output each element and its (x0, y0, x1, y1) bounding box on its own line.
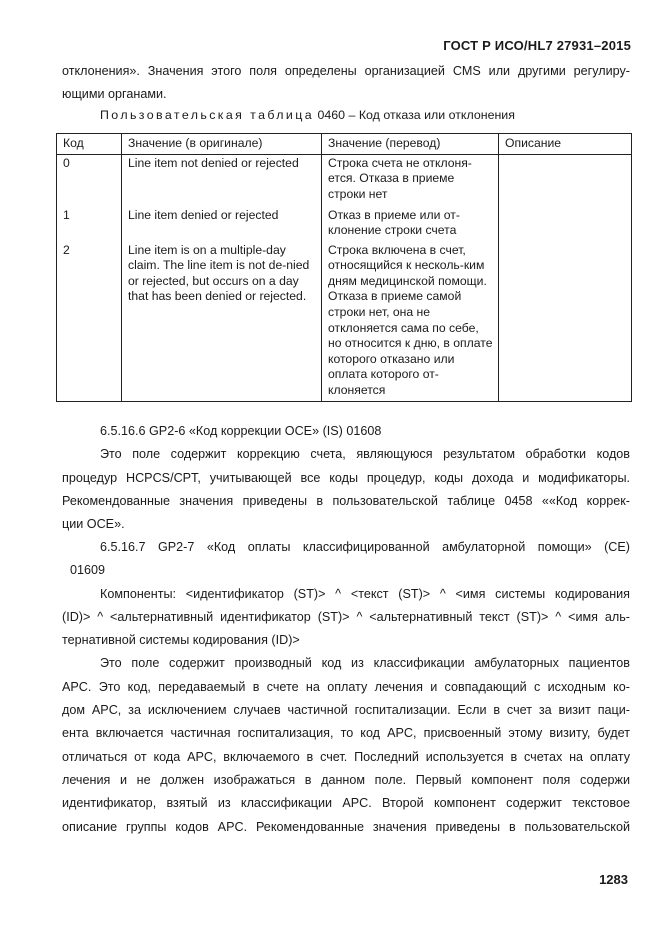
cell-description (499, 242, 632, 401)
user-table-0460 (56, 133, 632, 402)
body-line: описание группы кодов APC. Рекомендованные значения приведены в пользовательской (62, 819, 630, 834)
column-header-original: Значение (в оригинале) (122, 134, 322, 155)
body-line: Это поле содержит коррекцию счета, являющуюся результатом обработки кодов (100, 447, 630, 462)
body-line: ента включается частичная госпитализация, то код APC, присвоенный этому визиту, будет (62, 726, 630, 741)
cell-code: 1 (57, 207, 122, 242)
components-line: тернативной системы кодирования (ID)> (62, 633, 300, 648)
cell-description (499, 154, 632, 207)
cell-original: Line item not denied or rejected (122, 154, 322, 207)
section-6-5-16-6 (62, 420, 630, 536)
cell-translation: Строка включена в счет, относящийся к несколь-ким дням медицинской помощи. Отказа в приеме самой строки нет, она не отклоняется сама по себе, но относится к дню, в оплате которого отказано или оплата которого от-клоняется (322, 242, 499, 401)
column-header-description: Описание (499, 134, 632, 155)
components-line: Компоненты: <идентификатор (ST)> ^ <текст (ST)> ^ <имя системы кодирования (100, 586, 630, 601)
cell-translation: Строка счета не отклоня-ется. Отказа в приеме строки нет (322, 154, 499, 207)
cell-description (499, 207, 632, 242)
table-caption-label: Пользовательская таблица (100, 108, 315, 122)
body-line: ции OCE». (62, 517, 125, 532)
body-line: APC. Это код, передаваемый в счете на оплату лечения и совпадающий с исходным ко- (62, 679, 630, 694)
table-caption (100, 108, 515, 122)
body-line: Это поле содержит производный код из классификации амбулаторных пациентов (100, 656, 630, 671)
intro-paragraph (62, 60, 630, 107)
body-line: идентификатор, взятый из классификации APC. Второй компонент содержит текстовое (62, 796, 630, 811)
cell-original: Line item is on a multiple-day claim. The line item is not de-nied or rejected, but occurs on a day that has been denied or rejected. (122, 242, 322, 401)
body-line: Рекомендованные значения приведены в пользовательской таблице 0458 ««Код коррек- (62, 493, 630, 508)
table-row (57, 242, 632, 401)
column-header-translation: Значение (перевод) (322, 134, 499, 155)
document-header: ГОСТ Р ИСО/HL7 27931–2015 (443, 38, 631, 53)
body-line: дом APC, за исключением случаев частичной госпитализации. Если в счет за визит паци- (62, 703, 630, 718)
page-number: 1283 (599, 872, 628, 887)
components-line: (ID)> ^ <альтернативный идентификатор (ST)> ^ <альтернативный текст (ST)> ^ <имя аль- (62, 609, 630, 624)
section-6-5-16-7 (62, 536, 630, 839)
cell-code: 2 (57, 242, 122, 401)
section-heading-cont: 01609 (70, 563, 106, 578)
cell-original: Line item denied or rejected (122, 207, 322, 242)
column-header-code: Код (57, 134, 122, 155)
body-line: процедур HCPCS/CPT, учитывающей все коды процедур, коды дохода и модификаторы. (62, 470, 630, 485)
cell-translation: Отказ в приеме или от-клонение строки счета (322, 207, 499, 242)
cell-code: 0 (57, 154, 122, 207)
intro-line: ющими органами. (62, 87, 167, 102)
table-header-row (57, 134, 632, 155)
section-heading: 6.5.16.7 GP2-7 «Код оплаты классифицированной амбулаторной помощи» (CE) (100, 540, 630, 554)
body-line: лечения и не должен изображаться в данном поле. Первый компонент поля содержи (62, 772, 630, 787)
table-row (57, 154, 632, 207)
intro-line: отклонения». Значения этого поля определены организацией CMS или другими регулиру- (62, 64, 630, 78)
section-heading: 6.5.16.6 GP2-6 «Код коррекции OCE» (IS) 01608 (100, 424, 382, 438)
table-row (57, 207, 632, 242)
body-line: отличаться от кода APC, включаемого в счет. Последний используется в счетах на оплату (62, 749, 630, 764)
table-caption-title: 0460 – Код отказа или отклонения (314, 108, 515, 122)
